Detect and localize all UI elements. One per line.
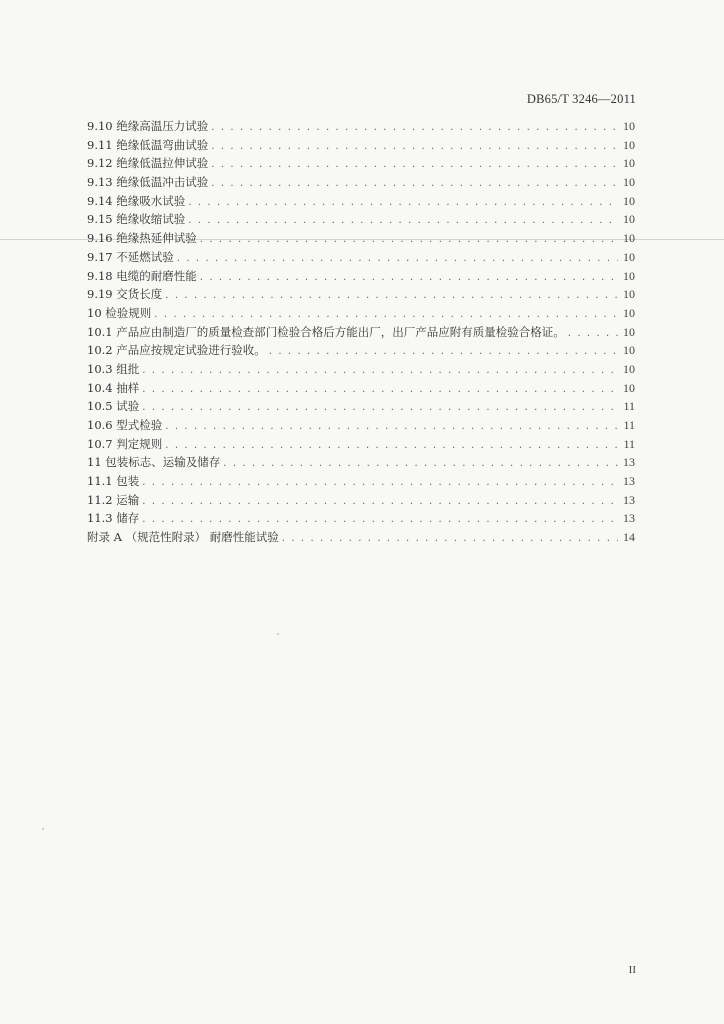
toc-dot-leader — [200, 231, 618, 250]
toc-dot-leader — [142, 381, 618, 400]
toc-entry-label: 10.1 产品应由制造厂的质量检查部门检验合格后方能出厂，出厂产品应附有质量检验合格证。 — [87, 324, 565, 339]
toc-entry-label: 10.5 试验 — [87, 399, 140, 414]
toc-dot-leader — [211, 119, 618, 138]
toc-entry-label: 10.7 判定规则 — [87, 436, 163, 451]
scan-speck — [42, 828, 44, 830]
toc-entry[interactable] — [87, 248, 635, 267]
toc-entry-label: 11.1 包装 — [87, 474, 140, 489]
toc-entry-page: 10 — [623, 193, 635, 208]
toc-entry-page: 10 — [623, 324, 635, 339]
toc-entry-label: 11 包装标志、运输及储存 — [87, 455, 221, 470]
toc-entry[interactable] — [87, 453, 635, 472]
toc-entry[interactable] — [87, 528, 635, 547]
toc-dot-leader — [177, 250, 618, 269]
toc-dot-leader — [165, 287, 618, 306]
toc-entry-page: 14 — [623, 530, 635, 545]
toc-entry-label: 9.18 电缆的耐磨性能 — [87, 268, 197, 283]
toc-entry-label: 10 检验规则 — [87, 305, 152, 320]
toc-dot-leader — [211, 175, 618, 194]
toc-entry[interactable] — [87, 472, 635, 491]
toc-entry-label: 9.10 绝缘高温压力试验 — [87, 119, 209, 133]
toc-entry[interactable] — [87, 117, 635, 136]
toc-entry-page: 10 — [623, 137, 635, 152]
toc-dot-leader — [200, 269, 618, 288]
toc-entry-page: 10 — [623, 212, 635, 227]
toc-entry-label: 10.4 抽样 — [87, 380, 140, 395]
toc-entry-page: 10 — [623, 156, 635, 171]
toc-entry-label: 9.16 绝缘热延伸试验 — [87, 231, 197, 246]
toc-entry-page: 13 — [623, 474, 635, 489]
toc-dot-leader — [188, 212, 618, 231]
toc-entry-label: 11.3 储存 — [87, 511, 140, 526]
toc-entry[interactable] — [87, 379, 635, 398]
toc-entry[interactable] — [87, 192, 635, 211]
page-number: II — [628, 964, 636, 976]
toc-entry-label: 9.17 不延燃试验 — [87, 249, 174, 264]
standard-code-header: DB65/T 3246—2011 — [526, 92, 636, 106]
toc-entry-label: 9.13 绝缘低温冲击试验 — [87, 175, 209, 190]
toc-entry[interactable] — [87, 491, 635, 510]
toc-entry-page: 10 — [623, 287, 635, 302]
toc-dot-leader — [142, 399, 618, 418]
toc-entry[interactable] — [87, 360, 635, 379]
toc-dot-leader — [568, 325, 618, 344]
toc-entry[interactable] — [87, 416, 635, 435]
toc-entry-page: 13 — [623, 511, 635, 526]
toc-entry-label: 11.2 运输 — [87, 492, 140, 507]
toc-entry[interactable] — [87, 267, 635, 286]
toc-dot-leader — [142, 362, 618, 381]
toc-entry-page: 10 — [623, 380, 635, 395]
toc-entry-page: 11 — [623, 436, 635, 451]
toc-entry[interactable] — [87, 210, 635, 229]
toc-dot-leader — [211, 138, 618, 157]
table-of-contents — [87, 117, 635, 547]
toc-entry[interactable] — [87, 509, 635, 528]
toc-dot-leader — [165, 437, 618, 456]
toc-dot-leader — [269, 343, 618, 362]
toc-entry-page: 13 — [623, 492, 635, 507]
toc-entry-page: 11 — [623, 418, 635, 432]
toc-entry-label: 10.6 型式检验 — [87, 418, 163, 432]
toc-entry-label: 附录 A （规范性附录） 耐磨性能试验 — [87, 530, 279, 545]
toc-dot-leader — [223, 455, 618, 474]
toc-entry-page: 10 — [623, 305, 635, 320]
toc-entry-page: 10 — [623, 268, 635, 283]
toc-entry-label: 10.2 产品应按规定试验进行验收。 — [87, 343, 266, 358]
toc-entry-label: 9.14 绝缘吸水试验 — [87, 193, 186, 208]
toc-entry-page: 10 — [623, 249, 635, 264]
toc-dot-leader — [211, 156, 618, 175]
toc-entry-label: 9.12 绝缘低温拉伸试验 — [87, 156, 209, 171]
toc-entry[interactable] — [87, 136, 635, 155]
toc-dot-leader — [142, 474, 618, 493]
toc-entry-page: 10 — [623, 175, 635, 190]
toc-entry-label: 10.3 组批 — [87, 361, 140, 376]
toc-entry-label: 9.11 绝缘低温弯曲试验 — [87, 137, 209, 152]
toc-entry[interactable] — [87, 304, 635, 323]
toc-entry[interactable] — [87, 435, 635, 454]
toc-entry[interactable] — [87, 229, 635, 248]
toc-dot-leader — [282, 530, 618, 549]
toc-entry-page: 10 — [623, 119, 635, 133]
toc-dot-leader — [142, 493, 618, 512]
toc-entry[interactable] — [87, 154, 635, 173]
toc-entry[interactable] — [87, 341, 635, 360]
toc-entry-page: 10 — [623, 343, 635, 358]
toc-entry-page: 10 — [623, 231, 635, 246]
toc-entry-page: 11 — [623, 399, 635, 414]
toc-dot-leader — [165, 418, 618, 437]
toc-entry-label: 9.15 绝缘收缩试验 — [87, 212, 186, 227]
toc-entry[interactable] — [87, 397, 635, 416]
toc-entry[interactable] — [87, 285, 635, 304]
toc-entry[interactable] — [87, 323, 635, 342]
toc-dot-leader — [188, 194, 618, 213]
toc-entry-page: 13 — [623, 455, 635, 470]
toc-entry-page: 10 — [623, 361, 635, 376]
toc-entry-label: 9.19 交货长度 — [87, 287, 163, 302]
scan-speck — [277, 633, 279, 635]
toc-entry[interactable] — [87, 173, 635, 192]
